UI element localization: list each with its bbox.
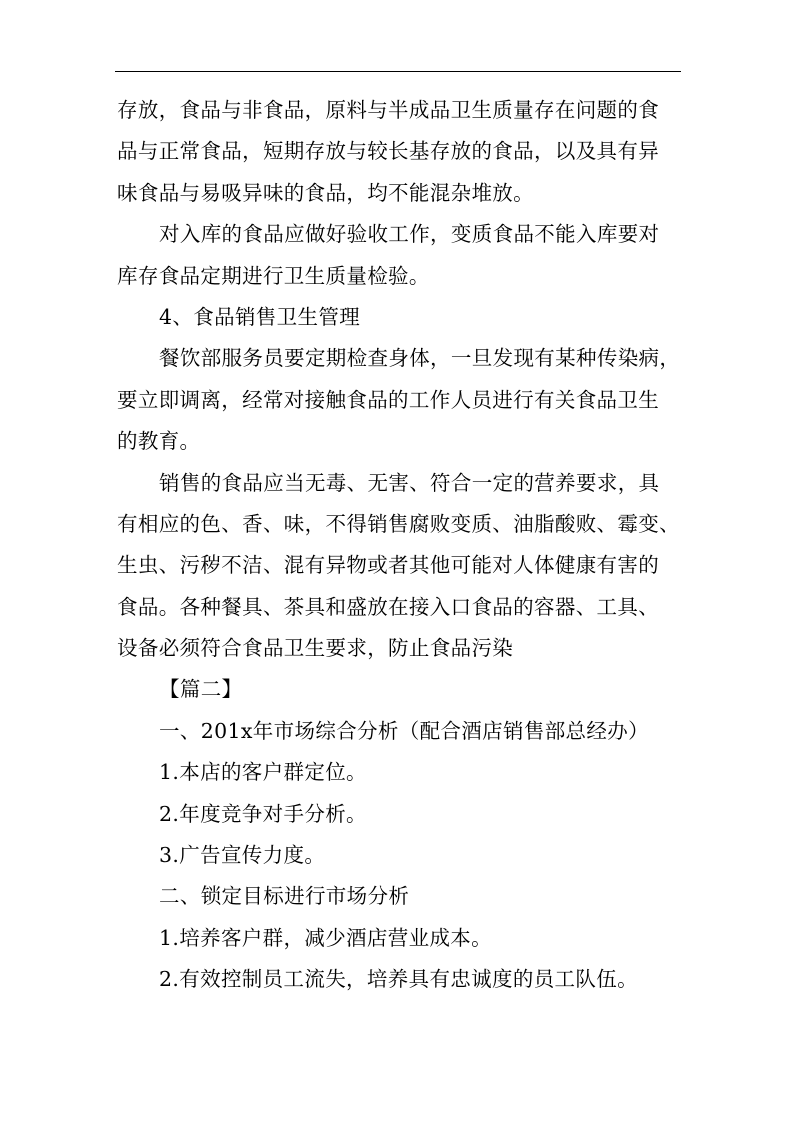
text-line-2: 品与正常食品，短期存放与较长基存放的食品，以及具有异	[117, 139, 660, 164]
section-title-part-two: 【篇二】	[159, 677, 243, 702]
text-line-5: 库存食品定期进行卫生质量检验。	[117, 263, 430, 288]
text-line-12: 生虫、污秽不洁、混有异物或者其他可能对人体健康有害的	[117, 553, 660, 578]
text-line-13: 食品。各种餐具、茶具和盛放在接入口食品的容器、工具、	[117, 594, 660, 619]
text-line-14: 设备必须符合食品卫生要求，防止食品污染	[117, 636, 514, 661]
list-item-1: 1.本店的客户群定位。	[159, 760, 367, 785]
list-item-4: 1.培养客户群，减少酒店营业成本。	[159, 925, 493, 950]
list-item-3: 3.广告宣传力度。	[159, 843, 326, 868]
text-line-9: 的教育。	[117, 429, 201, 454]
heading-market-analysis: 一、201x年市场综合分析（配合酒店销售部总经办）	[159, 718, 649, 743]
text-line-7: 餐饮部服务员要定期检查身体，一旦发现有某种传染病，	[159, 346, 681, 371]
text-line-10: 销售的食品应当无毒、无害、符合一定的营养要求，具	[159, 470, 660, 495]
header-rule	[115, 71, 681, 72]
text-line-11: 有相应的色、香、味，不得销售腐败变质、油脂酸败、霉变、	[117, 511, 680, 536]
heading-target-market: 二、锁定目标进行市场分析	[159, 884, 410, 909]
text-line-1: 存放，食品与非食品，原料与半成品卫生质量存在问题的食	[117, 98, 660, 122]
document-body	[117, 90, 683, 1001]
text-line-4: 对入库的食品应做好验收工作，变质食品不能入库要对	[159, 222, 660, 247]
section-heading-food-sales: 4、食品销售卫生管理	[159, 304, 361, 329]
list-item-5: 2.有效控制员工流失，培养具有忠诚度的员工队伍。	[159, 967, 638, 992]
text-line-8: 要立即调离，经常对接触食品的工作人员进行有关食品卫生	[117, 387, 660, 412]
text-line-3: 味食品与易吸异味的食品，均不能混杂堆放。	[117, 180, 534, 205]
list-item-2: 2.年度竞争对手分析。	[159, 801, 367, 826]
